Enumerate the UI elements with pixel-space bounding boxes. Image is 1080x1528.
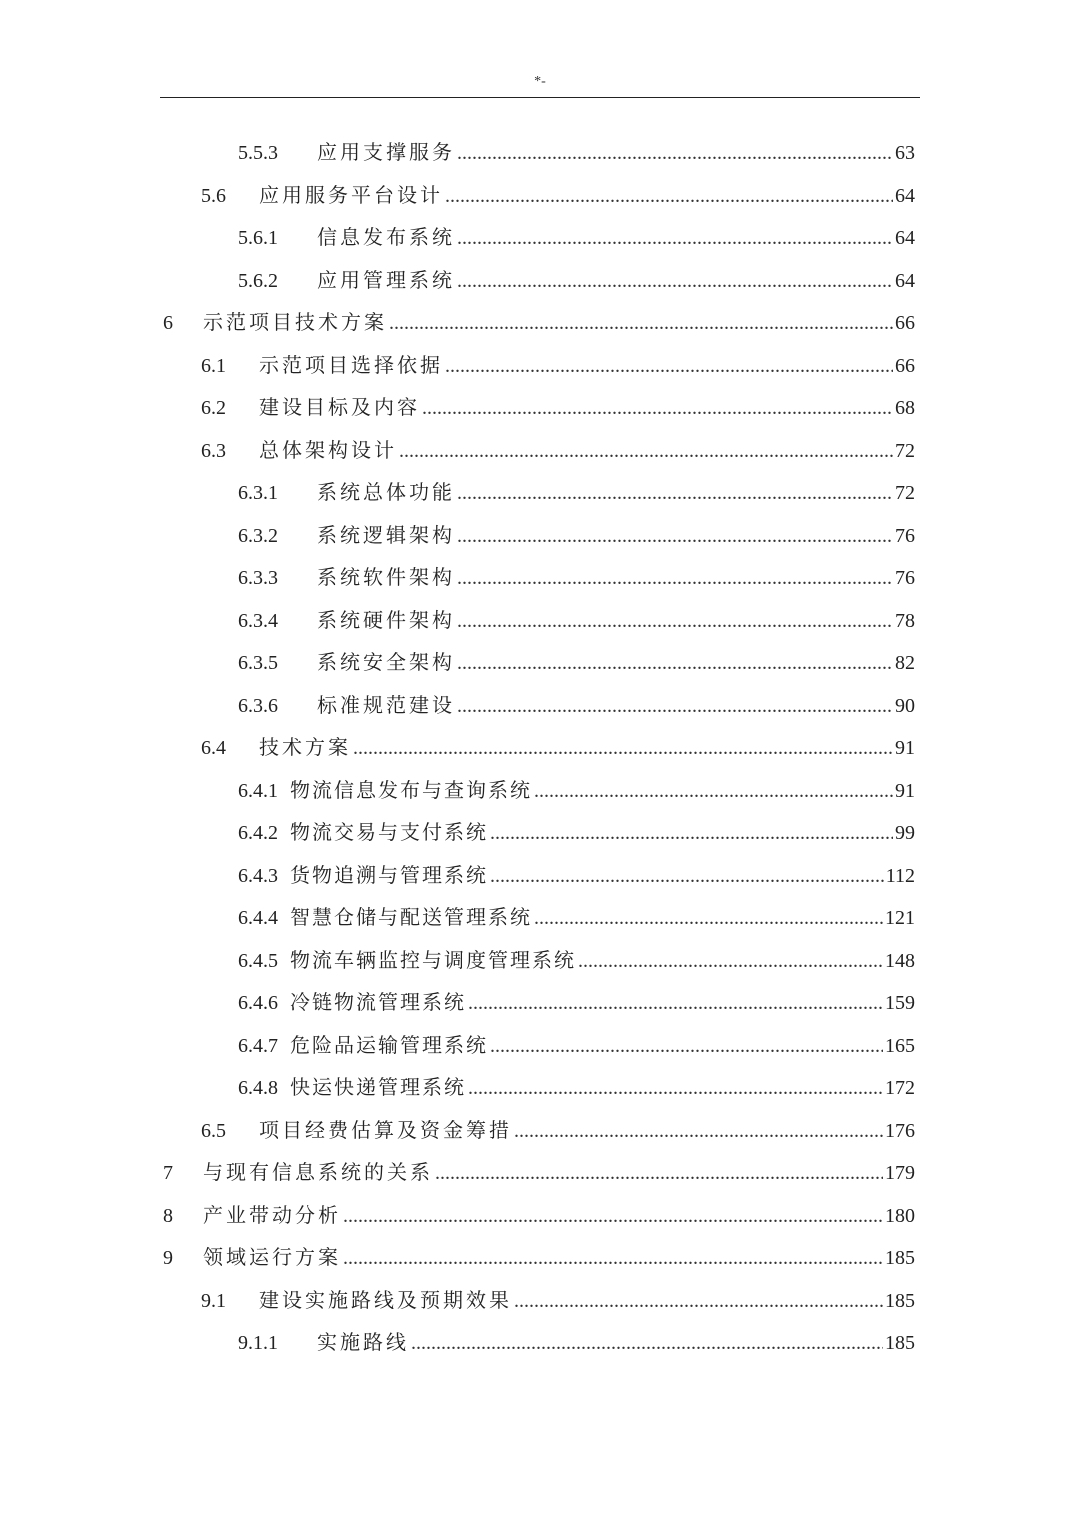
header-rule [160,97,920,98]
toc-entry-title: 技术方案 [259,735,351,759]
toc-entry-number: 6.4.6 [238,992,278,1014]
toc-entry-number: 6.4.7 [238,1034,278,1057]
toc-entry-number: 6.4.2 [238,822,278,844]
toc-entry-number: 6.3.3 [238,567,278,589]
toc-entry-number: 7 [163,1162,173,1184]
toc-dot-leader [468,1067,883,1110]
toc-entry-title: 智慧仓储与配送管理系统 [290,905,532,929]
toc-entry[interactable] [0,514,1080,557]
toc-dot-leader [457,515,893,558]
toc-entry-title: 快运快递管理系统 [290,1075,466,1099]
toc-entry[interactable] [0,344,1080,387]
toc-entry-number: 6.3 [201,439,226,462]
toc-entry-page-number: 176 [885,1119,915,1142]
page-header-mark: *- [534,74,546,89]
toc-entry-title: 物流交易与支付系统 [290,820,488,844]
toc-entry-title: 总体架构设计 [259,437,397,462]
toc-entry-title: 系统安全架构 [317,650,455,674]
toc-dot-leader [445,175,893,218]
toc-entry-page-number: 90 [895,694,915,717]
toc-dot-leader [353,727,893,770]
toc-dot-leader [457,600,893,643]
toc-entry-title: 货物追溯与管理系统 [290,862,488,887]
toc-entry-title: 示范项目技术方案 [203,310,387,334]
toc-entry-page-number: 72 [895,482,915,504]
toc-entry-title: 应用服务平台设计 [259,182,443,207]
toc-entry-number: 8 [163,1204,173,1227]
toc-dot-leader [490,812,893,855]
toc-dot-leader [457,132,893,175]
table-of-contents [0,131,1080,1364]
toc-entry[interactable] [0,811,1080,854]
toc-entry-page-number: 82 [895,652,915,674]
toc-entry-page-number: 76 [895,567,915,589]
toc-entry[interactable] [0,1279,1080,1322]
toc-entry-number: 5.6.1 [238,227,278,249]
toc-entry-page-number: 64 [895,269,915,292]
toc-entry[interactable] [0,174,1080,217]
toc-entry-page-number: 159 [885,992,915,1014]
toc-entry-title: 系统逻辑架构 [317,522,455,547]
toc-dot-leader [457,685,893,728]
toc-entry-page-number: 66 [895,312,915,334]
toc-entry-number: 6.4.8 [238,1077,278,1099]
toc-entry-number: 6.3.2 [238,524,278,547]
toc-entry-number: 6.4.1 [238,779,278,802]
toc-entry[interactable] [0,1024,1080,1067]
toc-entry[interactable] [0,1321,1080,1364]
toc-entry-page-number: 172 [885,1077,915,1099]
toc-entry[interactable] [0,1151,1080,1194]
toc-dot-leader [435,1152,883,1195]
toc-dot-leader [411,1322,883,1365]
toc-entry[interactable] [0,301,1080,344]
toc-entry-title: 系统硬件架构 [317,607,455,632]
toc-dot-leader [534,897,883,940]
toc-entry-page-number: 179 [885,1162,915,1184]
toc-entry-page-number: 72 [895,439,915,462]
toc-entry-number: 6.3.5 [238,652,278,674]
toc-dot-leader [468,982,883,1025]
toc-dot-leader [457,642,893,685]
toc-dot-leader [445,345,893,388]
toc-entry-page-number: 64 [895,227,915,249]
toc-entry-title: 建设目标及内容 [259,395,420,419]
toc-entry-page-number: 148 [885,949,915,972]
toc-entry-page-number: 121 [885,907,915,929]
toc-entry[interactable] [0,131,1080,174]
toc-dot-leader [514,1280,883,1323]
toc-entry-number: 6.3.1 [238,482,278,504]
toc-entry-page-number: 68 [895,397,915,419]
toc-entry[interactable] [0,259,1080,302]
toc-entry-title: 危险品运输管理系统 [290,1032,488,1057]
toc-dot-leader [422,387,893,430]
toc-dot-leader [343,1195,883,1238]
toc-entry-number: 6.2 [201,397,226,419]
toc-entry-page-number: 185 [885,1247,915,1269]
toc-entry-title: 物流信息发布与查询系统 [290,777,532,802]
toc-entry[interactable] [0,386,1080,429]
toc-entry-number: 5.6 [201,184,226,207]
toc-entry-number: 9 [163,1247,173,1269]
toc-entry-title: 物流车辆监控与调度管理系统 [290,947,576,972]
toc-entry-title: 领域运行方案 [203,1245,341,1269]
toc-entry-page-number: 91 [895,737,915,759]
toc-entry-title: 项目经费估算及资金筹措 [259,1117,512,1142]
toc-entry-page-number: 165 [885,1034,915,1057]
toc-dot-leader [514,1110,883,1153]
toc-dot-leader [457,217,893,260]
toc-entry-number: 6 [163,312,173,334]
toc-entry-title: 建设实施路线及预期效果 [259,1287,512,1312]
toc-entry-number: 6.4 [201,737,226,759]
toc-entry[interactable] [0,939,1080,982]
toc-entry[interactable] [0,1236,1080,1279]
toc-entry[interactable] [0,854,1080,897]
toc-dot-leader [389,302,893,345]
toc-entry-page-number: 64 [895,184,915,207]
toc-dot-leader [534,770,893,813]
toc-dot-leader [399,430,893,473]
toc-entry-title: 冷链物流管理系统 [290,990,466,1014]
toc-dot-leader [457,557,893,600]
toc-dot-leader [343,1237,883,1280]
toc-entry[interactable] [0,471,1080,514]
toc-entry-page-number: 99 [895,822,915,844]
toc-entry-number: 6.4.3 [238,864,278,887]
toc-entry-page-number: 66 [895,354,915,377]
toc-entry[interactable] [0,726,1080,769]
toc-entry-page-number: 91 [895,779,915,802]
toc-entry-title: 示范项目选择依据 [259,352,443,377]
toc-entry[interactable] [0,429,1080,472]
toc-entry-number: 9.1.1 [238,1332,278,1354]
toc-entry-title: 信息发布系统 [317,225,455,249]
toc-entry-number: 9.1 [201,1289,226,1312]
toc-entry-page-number: 63 [895,142,915,164]
toc-entry-number: 6.1 [201,354,226,377]
toc-entry-page-number: 185 [885,1289,915,1312]
toc-entry-page-number: 78 [895,609,915,632]
toc-entry-title: 系统软件架构 [317,565,455,589]
toc-entry[interactable] [0,1194,1080,1237]
toc-entry[interactable] [0,556,1080,599]
toc-entry-title: 系统总体功能 [317,480,455,504]
toc-entry-number: 5.6.2 [238,269,278,292]
toc-entry-title: 应用支撑服务 [317,140,455,164]
toc-entry-number: 6.4.4 [238,907,278,929]
toc-entry[interactable] [0,599,1080,642]
toc-entry-number: 6.3.6 [238,694,278,717]
toc-entry-number: 6.4.5 [238,949,278,972]
toc-entry-number: 5.5.3 [238,142,278,164]
toc-entry-page-number: 76 [895,524,915,547]
toc-entry[interactable] [0,1066,1080,1109]
toc-entry-page-number: 112 [885,864,915,887]
toc-entry-number: 6.3.4 [238,609,278,632]
toc-entry[interactable] [0,981,1080,1024]
toc-dot-leader [490,855,884,898]
toc-entry-page-number: 185 [885,1332,915,1354]
toc-entry-title: 与现有信息系统的关系 [203,1160,433,1184]
toc-entry-title: 标准规范建设 [317,692,455,717]
toc-entry[interactable] [0,684,1080,727]
toc-dot-leader [490,1025,883,1068]
toc-entry[interactable] [0,641,1080,684]
toc-entry[interactable] [0,1109,1080,1152]
toc-entry-title: 应用管理系统 [317,267,455,292]
toc-entry-number: 6.5 [201,1119,226,1142]
toc-entry-title: 产业带动分析 [203,1202,341,1227]
toc-dot-leader [457,260,893,303]
toc-dot-leader [457,472,893,515]
toc-entry[interactable] [0,769,1080,812]
toc-entry[interactable] [0,896,1080,939]
toc-entry-title: 实施路线 [317,1330,409,1354]
toc-entry-page-number: 180 [885,1204,915,1227]
toc-entry[interactable] [0,216,1080,259]
toc-dot-leader [578,940,883,983]
